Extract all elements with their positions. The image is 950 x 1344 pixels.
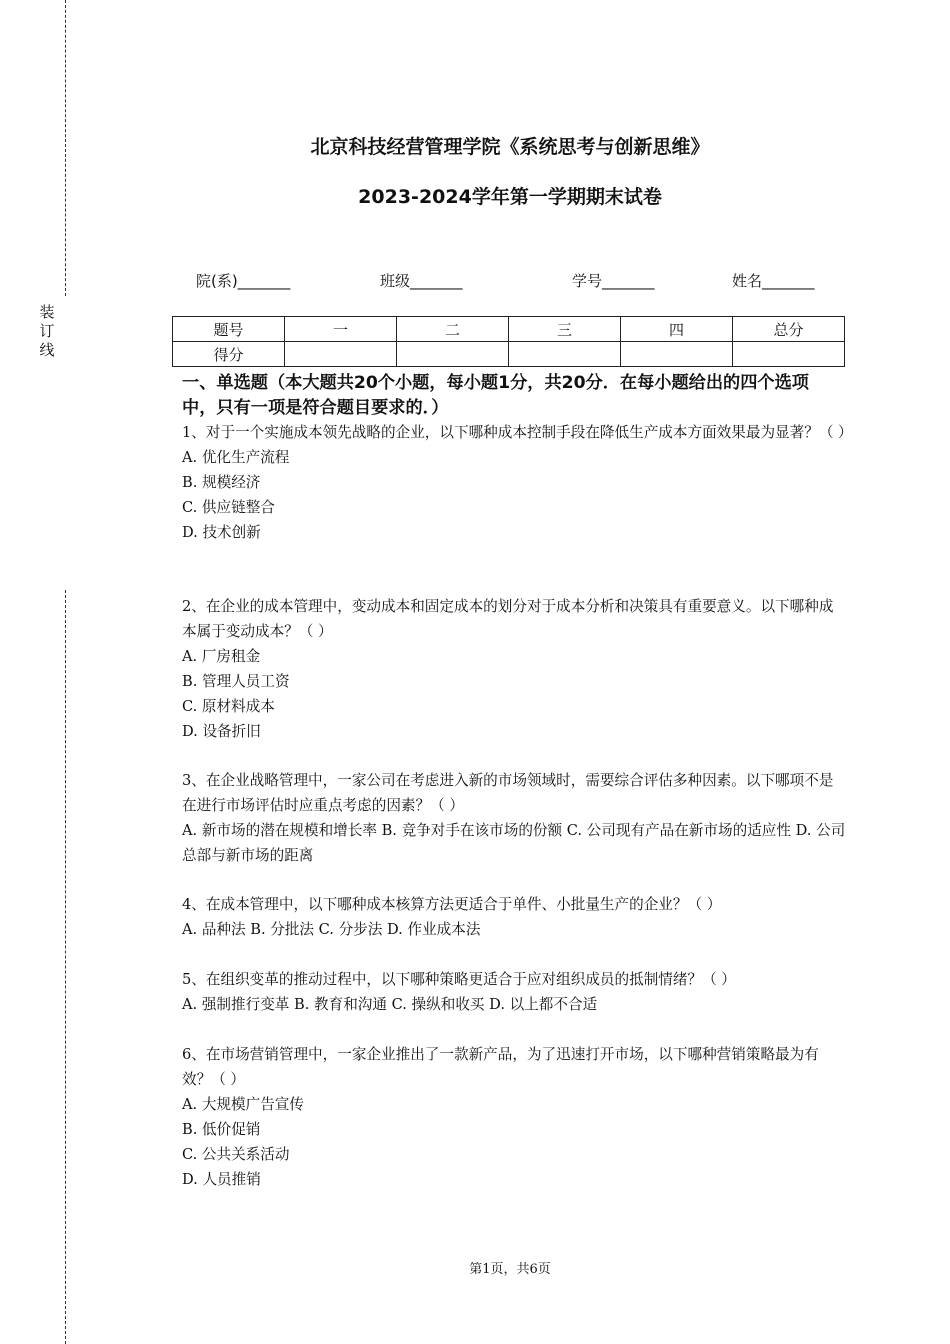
score-table-cell: 四 xyxy=(621,317,733,342)
question-stem: 6、在市场营销管理中，一家企业推出了一款新产品，为了迅速打开市场，以下哪种营销策略最为有效？（ ） xyxy=(182,1046,819,1088)
question-stem: 3、在企业战略管理中，一家公司在考虑进入新的市场领域时，需要综合评估多种因素。以下哪项不是在进行市场评估时应重点考虑的因素？（ ） xyxy=(182,772,834,814)
option-d: D. 技术创新 xyxy=(182,524,261,541)
score-entry-cell[interactable] xyxy=(509,342,621,367)
question-6 xyxy=(182,1042,847,1192)
score-table-cell: 题号 xyxy=(173,317,285,342)
score-entry-cell[interactable] xyxy=(621,342,733,367)
inline-options: A. 新市场的潜在规模和增长率 B. 竞争对手在该市场的份额 C. 公司现有产品在新市场的适应性 D. 公司总部与新市场的距离 xyxy=(182,822,846,864)
question-2 xyxy=(182,594,847,744)
option-b: B. 规模经济 xyxy=(182,474,261,491)
binding-label xyxy=(38,303,56,360)
department-field[interactable]: 院(系)_______ xyxy=(196,272,291,290)
question-4 xyxy=(182,892,847,942)
score-table-cell: 一 xyxy=(285,317,397,342)
score-table-cell: 得分 xyxy=(173,342,285,367)
score-table-cell: 总分 xyxy=(733,317,845,342)
option-d: D. 设备折旧 xyxy=(182,723,261,740)
score-table-score-row xyxy=(173,342,845,367)
option-a: A. 大规模广告宣传 xyxy=(182,1096,304,1113)
option-c: C. 公共关系活动 xyxy=(182,1146,290,1163)
name-field[interactable]: 姓名_______ xyxy=(732,272,815,290)
score-table xyxy=(172,316,845,367)
inline-options: A. 强制推行变革 B. 教育和沟通 C. 操纵和收买 D. 以上都不合适 xyxy=(182,996,598,1013)
score-entry-cell[interactable] xyxy=(285,342,397,367)
option-c: C. 供应链整合 xyxy=(182,499,275,516)
binding-char: 线 xyxy=(39,341,55,359)
exam-title-line2: 2023-2024学年第一学期期末试卷 xyxy=(358,186,662,208)
question-stem: 2、在企业的成本管理中，变动成本和固定成本的划分对于成本分析和决策具有重要意义。以下哪种成本属于变动成本？（ ） xyxy=(182,598,834,640)
section-heading: 一、单选题（本大题共20个小题，每小题1分，共20分．在每小题给出的四个选项中，只有一项是符合题目要求的．） xyxy=(182,373,809,418)
student-id-field[interactable]: 学号_______ xyxy=(572,272,655,290)
option-b: B. 低价促销 xyxy=(182,1121,261,1138)
exam-title-line1: 北京科技经营管理学院《系统思考与创新思维》 xyxy=(310,136,710,158)
question-stem: 5、在组织变革的推动过程中，以下哪种策略更适合于应对组织成员的抵制情绪？（ ） xyxy=(182,971,736,988)
question-1 xyxy=(182,420,853,545)
option-a: A. 厂房租金 xyxy=(182,648,261,665)
option-c: C. 原材料成本 xyxy=(182,698,275,715)
score-table-header-row xyxy=(173,317,845,342)
score-entry-cell[interactable] xyxy=(733,342,845,367)
class-field[interactable]: 班级_______ xyxy=(380,272,463,290)
inline-options: A. 品种法 B. 分批法 C. 分步法 D. 作业成本法 xyxy=(182,921,481,938)
question-5 xyxy=(182,967,847,1017)
option-b: B. 管理人员工资 xyxy=(182,673,290,690)
binding-dashed-line-bottom xyxy=(65,590,66,1344)
option-d: D. 人员推销 xyxy=(182,1171,261,1188)
binding-char: 装 xyxy=(39,303,55,321)
score-table-cell: 二 xyxy=(397,317,509,342)
score-table-cell: 三 xyxy=(509,317,621,342)
question-3 xyxy=(182,768,847,868)
question-stem: 4、在成本管理中，以下哪种成本核算方法更适合于单件、小批量生产的企业？（ ） xyxy=(182,896,722,913)
question-stem: 1、对于一个实施成本领先战略的企业，以下哪种成本控制手段在降低生产成本方面效果最为显著？（ ） xyxy=(182,424,853,441)
score-entry-cell[interactable] xyxy=(397,342,509,367)
page-number: 第1页，共6页 xyxy=(469,1262,551,1277)
option-a: A. 优化生产流程 xyxy=(182,449,290,466)
binding-char: 订 xyxy=(39,322,55,340)
